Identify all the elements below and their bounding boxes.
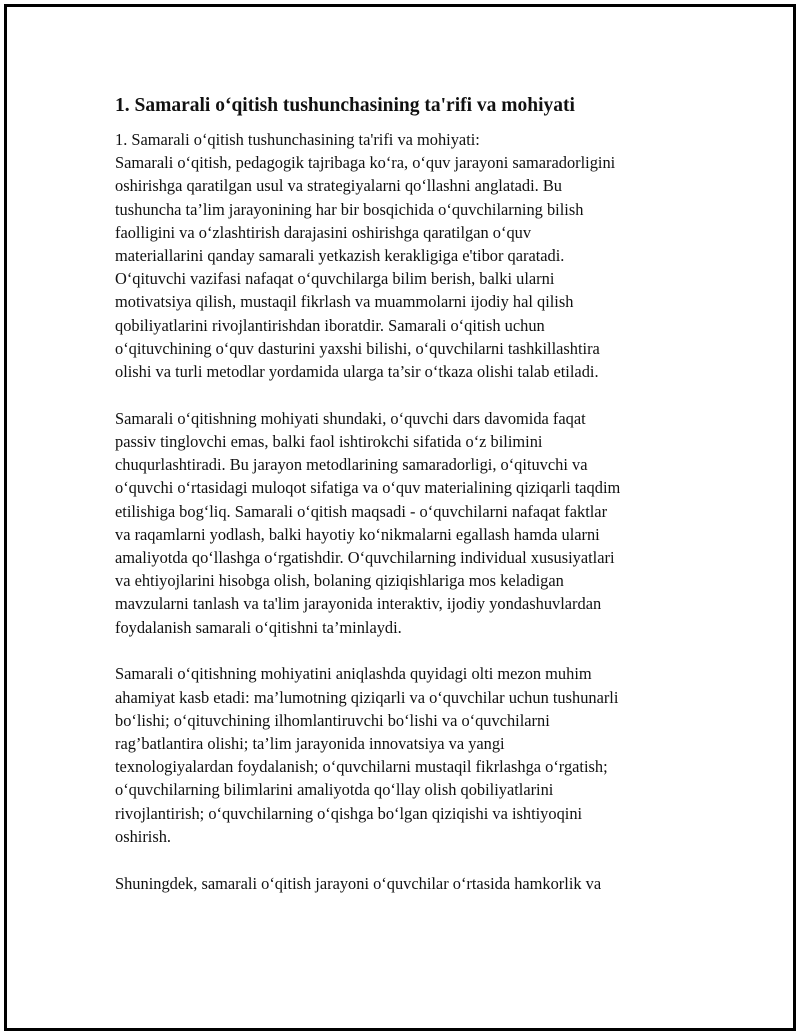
text-line: materiallarini qanday samarali yetkazish kerakligiga e'tibor qaratadi.: [115, 246, 565, 266]
text-line: va ehtiyojlarini hisobga olish, bolaning qiziqishlariga mos keladigan: [115, 571, 564, 591]
text-line: O‘qituvchi vazifasi nafaqat o‘quvchilarga bilim berish, balki ularni: [115, 269, 555, 289]
document-heading: 1. Samarali o‘qitish tushunchasining ta'rifi va mohiyati: [115, 95, 575, 116]
paragraph: [115, 128, 685, 383]
text-line: faolligini va o‘zlashtirish darajasini oshirishga qaratilgan o‘quv: [115, 222, 532, 242]
text-line: 1. Samarali o‘qitish tushunchasining ta'rifi va mohiyati:: [115, 130, 480, 149]
paragraph-list: [115, 128, 685, 895]
paragraph: [115, 872, 685, 895]
text-line: olishi va turli metodlar yordamida ularga ta’sir o‘tkaza olishi talab etiladi.: [115, 362, 599, 382]
text-line: o‘quvchi o‘rtasidagi muloqot sifatiga va o‘quv materialining qiziqarli taqdim: [115, 478, 621, 498]
text-line: ahamiyat kasb etadi: ma’lumotning qiziqarli va o‘quvchilar uchun tushunarli: [115, 687, 619, 707]
text-line: rivojlantirish; o‘quvchilarning o‘qishga bo‘lgan qiziqishi va ishtiyoqini: [115, 803, 583, 823]
text-line: amaliyotda qo‘llashga o‘rgatishdir. O‘quvchilarning individual xususiyatlari: [115, 548, 615, 568]
text-line: qobiliyatlarini rivojlantirishdan iboratdir. Samarali o‘qitish uchun: [115, 315, 545, 335]
text-line: oshirishga qaratilgan usul va strategiyalarni qo‘llashni anglatadi. Bu: [115, 176, 562, 196]
text-line: passiv tinglovchi emas, balki faol ishtirokchi sifatida o‘z bilimini: [115, 432, 543, 452]
text-line: Samarali o‘qitish, pedagogik tajribaga ko‘ra, o‘quv jarayoni samaradorligini: [115, 153, 616, 173]
text-line: texnologiyalardan foydalanish; o‘quvchilarni mustaqil fikrlashga o‘rgatish;: [115, 757, 608, 777]
text-line: Samarali o‘qitishning mohiyatini aniqlashda quyidagi olti mezon muhim: [115, 664, 592, 684]
text-line: chuqurlashtiradi. Bu jarayon metodlarining samaradorligi, o‘qituvchi va: [115, 455, 588, 475]
text-line: Shuningdek, samarali o‘qitish jarayoni o‘quvchilar o‘rtasida hamkorlik va: [115, 873, 602, 893]
paragraph: [115, 662, 685, 848]
text-line: tushuncha ta’lim jarayonining har bir bosqichida o‘quvchilarning bilish: [115, 199, 584, 219]
document-body: [115, 92, 685, 918]
paragraph: [115, 407, 685, 639]
text-line: rag’batlantira olishi; ta’lim jarayonida innovatsiya va yangi: [115, 734, 505, 754]
text-line: Samarali o‘qitishning mohiyati shundaki, o‘quvchi dars davomida faqat: [115, 408, 586, 428]
text-line: motivatsiya qilish, mustaqil fikrlash va muammolarni ijodiy hal qilish: [115, 292, 574, 312]
text-line: etilishiga bog‘liq. Samarali o‘qitish maqsadi - o‘quvchilarni nafaqat faktlar: [115, 501, 608, 521]
text-line: oshirish.: [115, 826, 172, 846]
text-line: bo‘lishi; o‘qituvchining ilhomlantiruvchi bo‘lishi va o‘quvchilarni: [115, 710, 550, 730]
text-line: va raqamlarni yodlash, balki hayotiy ko‘nikmalarni egallash hamda ularni: [115, 524, 600, 544]
text-line: o‘qituvchining o‘quv dasturini yaxshi bilishi, o‘quvchilarni tashkillashtira: [115, 338, 600, 358]
text-line: mavzularni tanlash va ta'lim jarayonida interaktiv, ijodiy yondashuvlardan: [115, 594, 602, 614]
text-line: o‘quvchilarning bilimlarini amaliyotda qo‘llay olish qobiliyatlarini: [115, 780, 554, 800]
text-line: foydalanish samarali o‘qitishni ta’minlaydi.: [115, 617, 402, 637]
